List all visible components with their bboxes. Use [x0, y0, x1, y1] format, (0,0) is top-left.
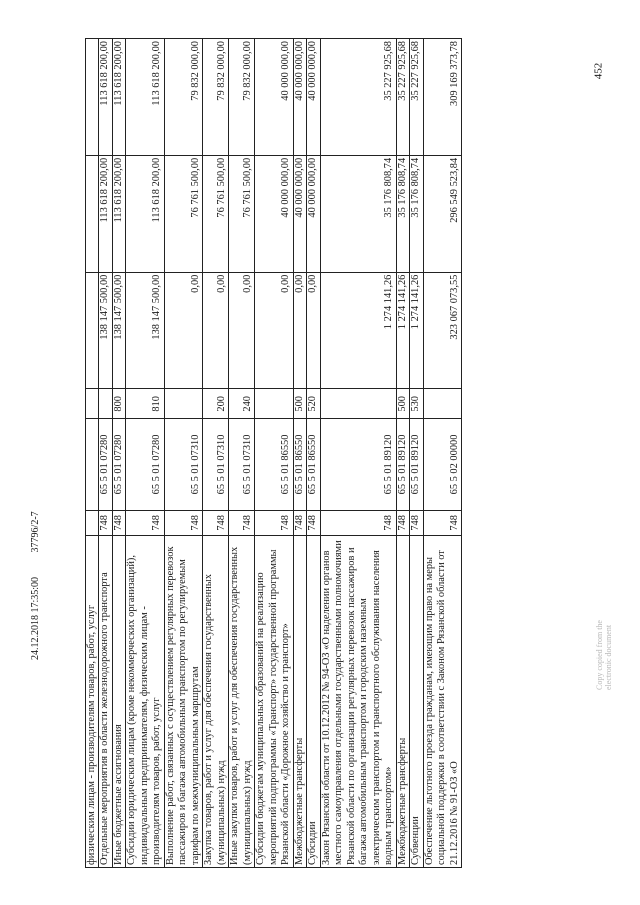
- row-code-cell: 65 5 01 86550: [307, 419, 320, 511]
- row-code-cell: 65 5 01 86550: [293, 419, 306, 511]
- row-sum-2021-cell: 309 169 373,78: [423, 39, 461, 156]
- row-sum-2020-cell: 113 618 200,00: [112, 155, 125, 272]
- row-code-cell: [86, 419, 99, 511]
- row-vr-cell: [320, 389, 396, 419]
- row-sum-2020-cell: 113 618 200,00: [126, 155, 164, 272]
- table-row: [86, 39, 99, 868]
- row-vr-cell: [255, 389, 293, 419]
- row-sum-2021-cell: 113 618 200,00: [126, 39, 164, 156]
- row-code-cell: 65 5 01 07280: [112, 419, 125, 511]
- row-name-cell: Субсидии юридическим лицам (кроме некоммерческих организаций), индивидуальным предпринимателям, физическим лицам - производителям товаров, работ, услуг: [126, 535, 164, 867]
- row-vr-cell: 520: [307, 389, 320, 419]
- table-row: [396, 39, 409, 868]
- row-code-cell: 65 5 01 89120: [396, 419, 409, 511]
- row-sum-2021-cell: 40 000 000,00: [255, 39, 293, 156]
- row-code-cell: 65 5 02 00000: [423, 419, 461, 511]
- row-name-cell: Субсидии бюджетам муниципальных образований на реализацию мероприятий подпрограммы «Транспорт» государственной программы Рязанской области «Дорожное хозяйство и транспорт»: [255, 535, 293, 867]
- row-vr-cell: [86, 389, 99, 419]
- table-row: [423, 39, 461, 868]
- row-code-cell: 65 5 01 89120: [320, 419, 396, 511]
- row-vr-cell: 500: [293, 389, 306, 419]
- row-sum-2019-cell: 0,00: [293, 272, 306, 389]
- table-row: [255, 39, 293, 868]
- row-name-cell: Обеспечение льготного проезда гражданам, имеющим право на меры социальной поддержки в соответствии с Законом Рязанской области от 21.12.2016 № 91-ОЗ «О: [423, 535, 461, 867]
- table-row: [320, 39, 396, 868]
- row-vr-cell: 200: [203, 389, 229, 419]
- row-name-cell: Закупка товаров, работ и услуг для обеспечения государственных (муниципальных) нужд: [203, 535, 229, 867]
- row-vr-cell: 240: [229, 389, 255, 419]
- row-grbs-cell: 748: [307, 510, 320, 535]
- row-sum-2020-cell: 76 761 500,00: [229, 155, 255, 272]
- row-sum-2019-cell: 138 147 500,00: [99, 272, 112, 389]
- row-grbs-cell: 748: [203, 510, 229, 535]
- row-sum-2020-cell: 113 618 200,00: [99, 155, 112, 272]
- row-name-cell: физическим лицам - производителям товаров, работ, услуг: [86, 535, 99, 867]
- row-grbs-cell: 748: [293, 510, 306, 535]
- row-grbs-cell: 748: [112, 510, 125, 535]
- row-sum-2019-cell: 1 274 141,26: [320, 272, 396, 389]
- row-grbs-cell: [86, 510, 99, 535]
- row-sum-2020-cell: 40 000 000,00: [255, 155, 293, 272]
- row-sum-2019-cell: 138 147 500,00: [112, 272, 125, 389]
- row-sum-2020-cell: 35 176 808,74: [320, 155, 396, 272]
- row-grbs-cell: 748: [229, 510, 255, 535]
- table-row: [126, 39, 164, 868]
- row-sum-2020-cell: 35 176 808,74: [410, 155, 423, 272]
- row-sum-2021-cell: 35 227 925,68: [410, 39, 423, 156]
- row-sum-2019-cell: 0,00: [164, 272, 202, 389]
- row-sum-2020-cell: 296 549 523,84: [423, 155, 461, 272]
- row-sum-2021-cell: 40 000 000,00: [293, 39, 306, 156]
- row-sum-2019-cell: 0,00: [255, 272, 293, 389]
- row-sum-2021-cell: 79 832 000,00: [203, 39, 229, 156]
- table-row: [203, 39, 229, 868]
- row-sum-2020-cell: 76 761 500,00: [203, 155, 229, 272]
- table-row: [410, 39, 423, 868]
- footer-stamp: [30, 511, 41, 660]
- row-name-cell: Выполнение работ, связанных с осуществлением регулярных перевозок пассажиров и багажа автомобильным транспортом по регулируемым тарифам по межмуниципальным маршрутам: [164, 535, 202, 867]
- row-sum-2021-cell: [86, 39, 99, 156]
- row-grbs-cell: 748: [410, 510, 423, 535]
- row-sum-2020-cell: [86, 155, 99, 272]
- budget-table: [85, 38, 462, 868]
- row-sum-2021-cell: 79 832 000,00: [164, 39, 202, 156]
- row-sum-2019-cell: 138 147 500,00: [126, 272, 164, 389]
- row-vr-cell: [99, 389, 112, 419]
- row-vr-cell: [423, 389, 461, 419]
- row-grbs-cell: 748: [396, 510, 409, 535]
- row-name-cell: Отдельные мероприятия в области железнодорожного транспорта: [99, 535, 112, 867]
- row-sum-2020-cell: 40 000 000,00: [307, 155, 320, 272]
- table-row: [99, 39, 112, 868]
- row-code-cell: 65 5 01 07310: [229, 419, 255, 511]
- row-sum-2020-cell: 76 761 500,00: [164, 155, 202, 272]
- row-name-cell: Закон Рязанской области от 10.12.2012 № 94-ОЗ «О наделении органов местного самоуправления отдельными государственными полномочиями Рязанской области по организации регулярных перевозок пассажиров и багажа автомобильным транспортом и городским наземным электрическим транспортом и транспортного обслуживания населения водным транспортом»: [320, 535, 396, 867]
- row-grbs-cell: 748: [423, 510, 461, 535]
- table-row: [307, 39, 320, 868]
- row-name-cell: Субсидии: [307, 535, 320, 867]
- row-sum-2021-cell: 40 000 000,00: [307, 39, 320, 156]
- table-row: [164, 39, 202, 868]
- budget-table-body: [86, 39, 462, 868]
- row-sum-2019-cell: [86, 272, 99, 389]
- row-vr-cell: 530: [410, 389, 423, 419]
- row-code-cell: 65 5 01 07310: [164, 419, 202, 511]
- watermark-line-2: electronic document: [603, 624, 613, 690]
- table-row: [112, 39, 125, 868]
- row-sum-2021-cell: 35 227 925,68: [320, 39, 396, 156]
- row-name-cell: Иные бюджетные ассигнования: [112, 535, 125, 867]
- row-sum-2019-cell: 1 274 141,26: [396, 272, 409, 389]
- row-code-cell: 65 5 01 07280: [126, 419, 164, 511]
- row-vr-cell: 800: [112, 389, 125, 419]
- row-code-cell: 65 5 01 07280: [99, 419, 112, 511]
- row-code-cell: 65 5 01 89120: [410, 419, 423, 511]
- row-sum-2021-cell: 113 618 200,00: [99, 39, 112, 156]
- row-sum-2021-cell: 113 618 200,00: [112, 39, 125, 156]
- row-sum-2019-cell: 0,00: [229, 272, 255, 389]
- rotated-budget-table-area: [85, 38, 640, 868]
- row-vr-cell: 500: [396, 389, 409, 419]
- row-grbs-cell: 748: [126, 510, 164, 535]
- row-sum-2021-cell: 79 832 000,00: [229, 39, 255, 156]
- row-code-cell: 65 5 01 86550: [255, 419, 293, 511]
- row-code-cell: 65 5 01 07310: [203, 419, 229, 511]
- row-sum-2020-cell: 40 000 000,00: [293, 155, 306, 272]
- footer-doc-code: 37796/2-7: [30, 511, 41, 553]
- row-name-cell: Межбюджетные трансферты: [396, 535, 409, 867]
- row-grbs-cell: 748: [255, 510, 293, 535]
- row-name-cell: Субвенции: [410, 535, 423, 867]
- row-sum-2019-cell: 323 067 073,55: [423, 272, 461, 389]
- row-vr-cell: [164, 389, 202, 419]
- copy-watermark: [596, 620, 614, 690]
- row-grbs-cell: 748: [99, 510, 112, 535]
- row-sum-2019-cell: 0,00: [307, 272, 320, 389]
- row-name-cell: Иные закупки товаров, работ и услуг для обеспечения государственных (муниципальных) нужд: [229, 535, 255, 867]
- row-sum-2019-cell: 1 274 141,26: [410, 272, 423, 389]
- table-row: [229, 39, 255, 868]
- row-sum-2019-cell: 0,00: [203, 272, 229, 389]
- table-row: [293, 39, 306, 868]
- row-vr-cell: 810: [126, 389, 164, 419]
- row-sum-2021-cell: 35 227 925,68: [396, 39, 409, 156]
- row-grbs-cell: 748: [164, 510, 202, 535]
- footer-timestamp: 24.12.2018 17:35:00: [30, 576, 41, 660]
- row-grbs-cell: 748: [320, 510, 396, 535]
- watermark-line-1: Copy copied from the: [595, 620, 604, 690]
- row-name-cell: Межбюджетные трансферты: [293, 535, 306, 867]
- page-number: 452: [592, 62, 605, 80]
- row-sum-2020-cell: 35 176 808,74: [396, 155, 409, 272]
